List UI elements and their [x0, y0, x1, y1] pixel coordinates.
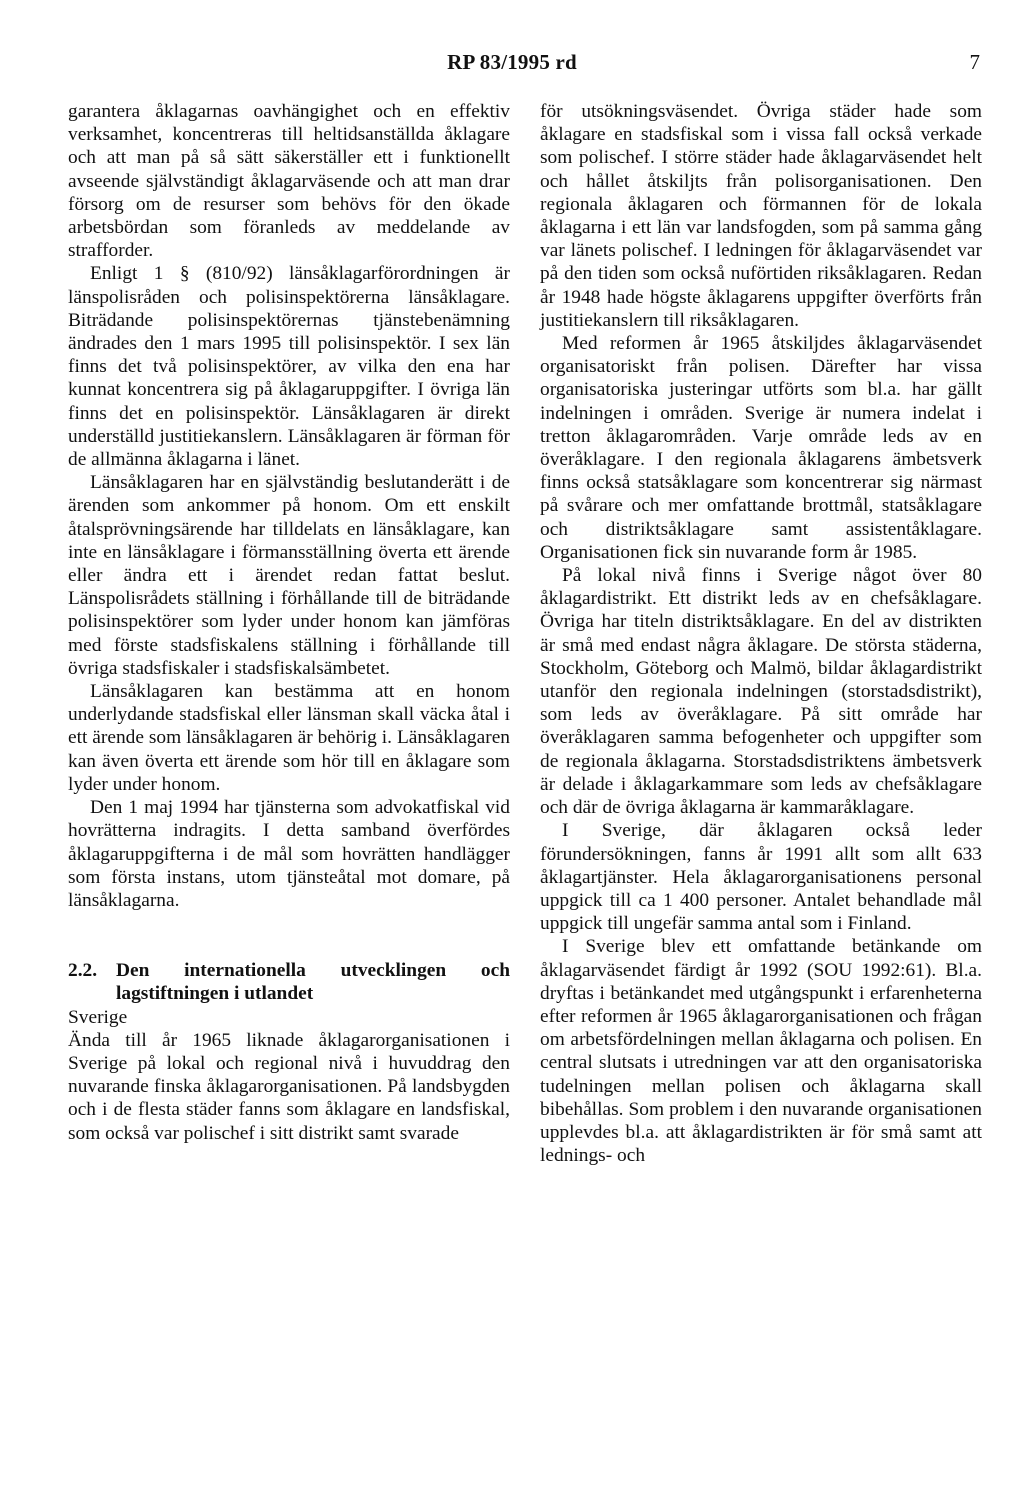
running-header — [0, 50, 1024, 80]
right-column — [540, 100, 982, 1167]
section-heading — [68, 959, 510, 1005]
paragraph: Länsåklagaren har en självständig beslutanderätt i de ärenden som ankommer på honom. Om ett enskilt åtalsprövningsärende har tilldelats en länsåklagare, kan inte en länsåklagare i förmansställning överta ett ärende eller ändra ett i ärendet redan fattat beslut. Länspolisrådets ställning i förhållande till de biträdande polisinspektörer som lyder under honom kan jämföras med förste stadsfiskalens ställning i förhållande till övriga stadsfiskaler i stadsfiskalsämbetet. — [68, 472, 510, 679]
paragraph: I Sverige, där åklagaren också leder förundersökningen, fanns år 1991 allt som allt 633 åklagartjänster. Hela åklagarorganisationens personal uppgick till ca 1 400 personer. Antalet behandlade mål uppgick till ungefär samma antal som i Finland. — [540, 820, 982, 935]
document-reference: RP 83/1995 rd — [447, 50, 577, 74]
paragraph: Länsåklagaren kan bestämma att en honom underlydande stadsfiskal eller länsman skall väcka åtal i ett ärende som länsåklagaren är behörig i. Länsåklagaren kan även överta ett ärende som hör till en åklagare som lyder under honom. — [68, 681, 510, 795]
paragraph: I Sverige blev ett omfattande betänkande om åklagarväsendet färdigt år 1992 (SOU 1992:61). Bl.a. dryftas i betänkandet med utgångspunkt i erfarenheterna efter reformen år 1965 åklagarorganisationen och frågan om arbetsfördelningen mellan åklagarna och polisen. En central slutsats i utredningen var att den organisatoriska tudelningen mellan polisen och åklagarna skall bibehållas. Som problem i den nuvarande organisationen upplevdes bl.a. att åklagardistrikten är för små samt att lednings- och — [540, 936, 982, 1167]
subheading: Sverige — [68, 1006, 128, 1028]
section-title: Den internationella utvecklingen och lagstiftningen i utlandet — [116, 960, 510, 1005]
paragraph: garantera åklagarnas oavhängighet och en effektiv verksamhet, koncentreras till heltidsanställda åklagare och att man på så sätt säkerställer ett i funktionellt avseende självständigt åklagarväsende och att man drar försorg om de resurser som behövs för den ökade arbetsbördan som föranleds av meddelande av strafforder. — [68, 101, 510, 262]
paragraph: På lokal nivå finns i Sverige något över 80 åklagardistrikt. Ett distrikt leds av en chefsåklagare. Övriga har titeln distriktsåklagare. En del av distrikten är små med endast några åklagare. De största städerna, Stockholm, Göteborg och Malmö, bildar åklagardistrikt utanför den regionala indelningen (storstadsdistrikt), som leds av överåklagare. På sitt område har överåklagaren samma befogenheter och uppgifter som de regionala åklagarna. Storstadsdistriktens ämbetsverk är delade i åklagarkammare som leds av chefsåklagare och där de övriga åklagarna är kammaråklagare. — [540, 565, 982, 819]
paragraph: Med reformen år 1965 åtskiljdes åklagarväsendet organisatoriskt från polisen. Därefter har vissa organisatoriska justeringar utförts som bl.a. har gällt indelningen i områden. Sverige är numera indelat i tretton åklagarområden. Varje område leds av en överåklagare. I den regionala åklagarens ämbetsverk finns också statsåklagare som koncentrerar sig närmast på svårare och mer omfattande brottmål, statsåklagare och distriktsåklagare samt assistentåklagare. Organisationen fick sin nuvarande form år 1985. — [540, 333, 982, 563]
paragraph: Ända till år 1965 liknade åklagarorganisationen i Sverige på lokal och regional nivå i huvuddrag den nuvarande finska åklagarorganisationen. På landsbygden och i de flesta städer fanns som åklagare en landsfiskal, som också var polischef i sitt distrikt samt svarade — [68, 1029, 510, 1144]
paragraph: Enligt 1 § (810/92) länsåklagarförordningen är länspolisråden och polisinspektörerna länsåklagare. Biträdande polisinspektörernas tjänstebenämning ändrades den 1 mars 1995 till polisinspektör. I sex län finns det två polisinspektörer, av vilka den ena har kunnat koncentrera sig på åklagaruppgifter. I övriga län finns det en polisinspektör. Länsåklagaren är direkt underställd justitiekanslern. Länsåklagaren är förman för de allmänna åklagarna i länet. — [68, 263, 510, 471]
paragraph: för utsökningsväsendet. Övriga städer hade som åklagare en stadsfiskal som i vissa fall också verkade som polischef. I större städer hade åklagarväsendet helt och hållet åtskiljts från polisorganisationen. Den regionala åklagaren och förmannen för de lokala åklagarna i ett län var landsfogden, som på samma gång var länets polischef. I ledningen för åklagarväsendet var på den tiden som också nuförtiden riksåklagaren. Redan år 1948 hade högste åklagarens uppgifter överförts från justitiekanslern till riksåklagaren. — [540, 101, 982, 331]
paragraph: Den 1 maj 1994 har tjänsterna som advokatfiskal vid hovrätterna indragits. I detta samband överfördes åklagaruppgifterna i de mål som hovrätten handlägger som första instans, utom tjänsteåtal mot domare, på länsåklagarna. — [68, 797, 510, 911]
left-column — [68, 100, 510, 1145]
page-number: 7 — [969, 50, 980, 74]
section-number: 2.2. — [68, 960, 98, 982]
